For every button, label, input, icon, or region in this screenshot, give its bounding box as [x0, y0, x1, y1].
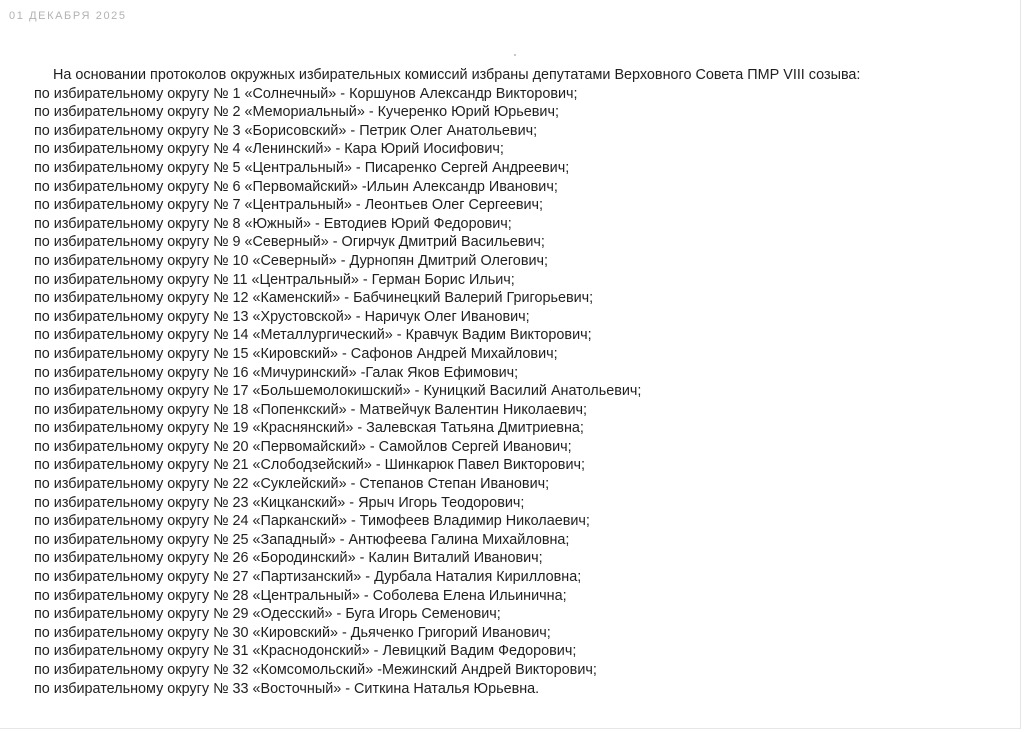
- list-item: по избирательному округу № 33 «Восточный» - Ситкина Наталья Юрьевна.: [34, 680, 540, 697]
- list-item: по избирательному округу № 2 «Мемориальный» - Кучеренко Юрий Юрьевич;: [34, 104, 559, 121]
- list-item: по избирательному округу № 28 «Центральный» - Соболева Елена Ильинична;: [34, 587, 567, 604]
- list-item: по избирательному округу № 24 «Парканский» - Тимофеев Владимир Николаевич;: [34, 513, 590, 530]
- list-item: по избирательному округу № 23 «Кицканский» - Ярыч Игорь Теодорович;: [34, 494, 525, 511]
- list-item: по избирательному округу № 20 «Первомайский» - Самойлов Сергей Иванович;: [34, 438, 572, 455]
- list-item: по избирательному округу № 14 «Металлургический» - Кравчук Вадим Викторович;: [34, 327, 592, 344]
- list-item: по избирательному округу № 5 «Центральный» - Писаренко Сергей Андреевич;: [34, 159, 570, 176]
- list-item: по избирательному округу № 29 «Одесский» - Буга Игорь Семенович;: [34, 606, 501, 623]
- list-item: по избирательному округу № 13 «Хрустовской» - Наричук Олег Иванович;: [34, 308, 530, 325]
- list-item: по избирательному округу № 22 «Суклейский» - Степанов Степан Иванович;: [34, 476, 550, 493]
- list-item: по избирательному округу № 8 «Южный» - Евтодиев Юрий Федорович;: [34, 215, 512, 232]
- list-item: по избирательному округу № 16 «Мичуринский» -Галак Яков Ефимович;: [34, 364, 519, 381]
- list-item: по избирательному округу № 7 «Центральный» - Леонтьев Олег Сергеевич;: [34, 197, 544, 214]
- list-item: по избирательному округу № 9 «Северный» - Огирчук Дмитрий Васильевич;: [34, 234, 545, 251]
- list-item: по избирательному округу № 1 «Солнечный» - Коршунов Александр Викторович;: [34, 85, 578, 102]
- list-item: по избирательному округу № 25 «Западный» - Антюфеева Галина Михайловна;: [34, 531, 570, 548]
- list-item: по избирательному округу № 11 «Центральный» - Герман Борис Ильич;: [34, 271, 515, 288]
- article-date: 01 ДЕКАБРЯ 2025: [9, 10, 127, 22]
- list-item: по избирательному округу № 21 «Слободзейский» - Шинкарюк Павел Викторович;: [34, 457, 585, 474]
- list-item: по избирательному округу № 17 «Большемолокишский» - Куницкий Василий Анатольевич;: [34, 383, 642, 400]
- list-item: по избирательному округу № 15 «Кировский» - Сафонов Андрей Михайлович;: [34, 345, 558, 362]
- list-item: по избирательному округу № 18 «Попенкский» - Матвейчук Валентин Николаевич;: [34, 401, 588, 418]
- list-item: по избирательному округу № 32 «Комсомольский» -Межинский Андрей Викторович;: [34, 662, 597, 678]
- list-item: по избирательному округу № 30 «Кировский» - Дьяченко Григорий Иванович;: [34, 624, 551, 641]
- list-item: по избирательному округу № 31 «Краснодонский» - Левицкий Вадим Федорович;: [34, 643, 577, 660]
- list-item: по избирательному округу № 26 «Бородинский» - Калин Виталий Иванович;: [34, 550, 543, 567]
- list-item: по избирательному округу № 4 «Ленинский» - Кара Юрий Иосифович;: [34, 141, 504, 158]
- list-item: по избирательному округу № 3 «Борисовский» - Петрик Олег Анатольевич;: [34, 122, 538, 139]
- decorative-dot: [514, 54, 516, 56]
- list-item: по избирательному округу № 10 «Северный» - Дурнопян Дмитрий Олегович;: [34, 252, 548, 269]
- list-item: по избирательному округу № 6 «Первомайский» -Ильин Александр Иванович;: [34, 178, 558, 195]
- article-intro: На основании протоколов окружных избирательных комиссий избраны депутатами Верховного Совета ПМР VIII созыва:: [53, 67, 861, 83]
- article-body: [34, 66, 1019, 698]
- deputy-list: [34, 85, 1019, 699]
- list-item: по избирательному округу № 27 «Партизанский» - Дурбала Наталия Кирилловна;: [34, 569, 582, 586]
- list-item: по избирательному округу № 19 «Краснянский» - Залевская Татьяна Дмитриевна;: [34, 420, 584, 437]
- list-item: по избирательному округу № 12 «Каменский» - Бабчинецкий Валерий Григорьевич;: [34, 290, 594, 307]
